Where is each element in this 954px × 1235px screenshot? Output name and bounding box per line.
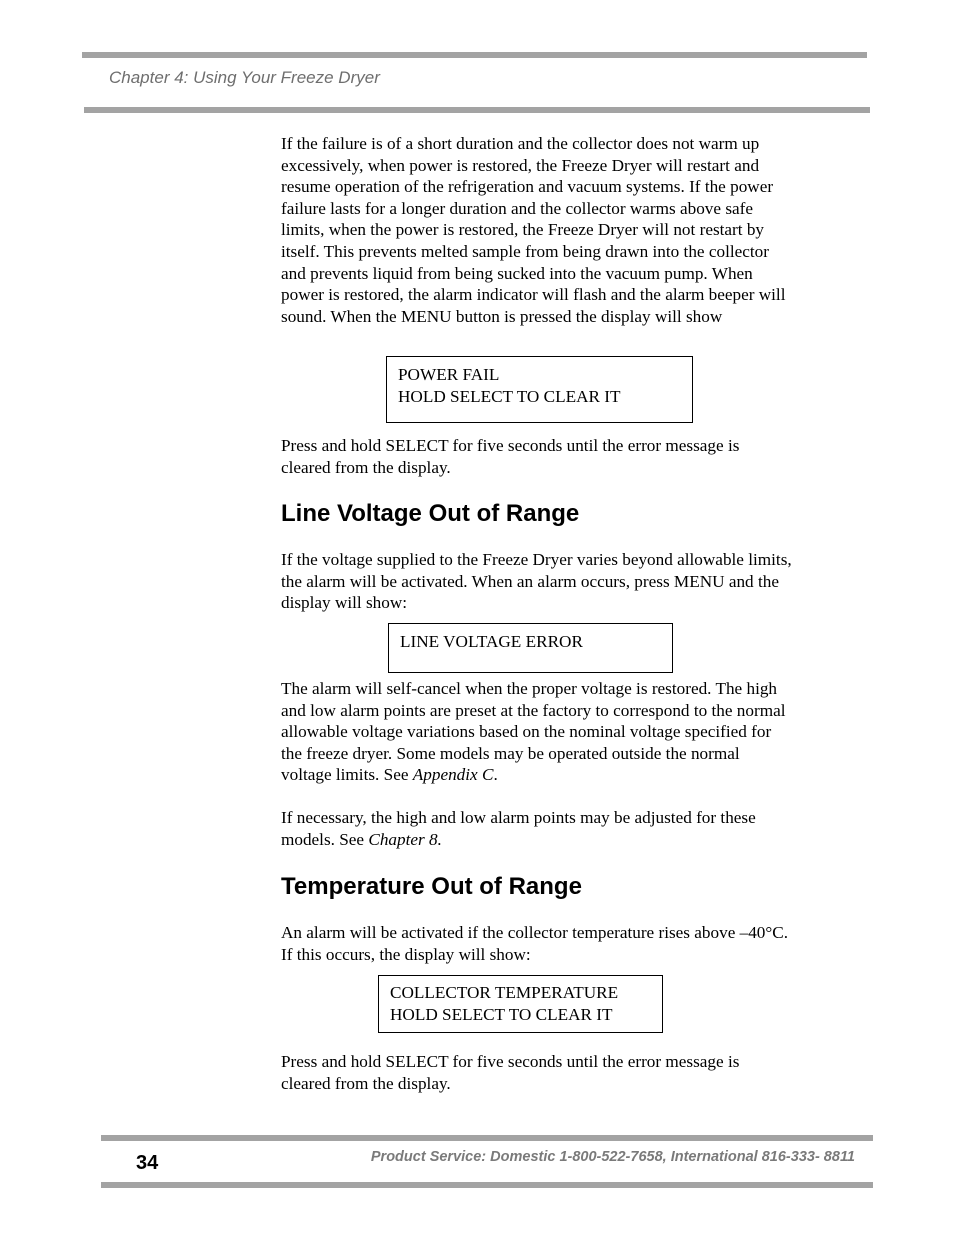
chapter-title: Chapter 4: Using Your Freeze Dryer [109, 68, 380, 87]
line-voltage-intro-paragraph: If the voltage supplied to the Freeze Dryer varies beyond allowable limits, the alarm will be activated. When an alarm occurs, press MENU and the display will show: [281, 550, 792, 613]
line-voltage-cancel-paragraph: The alarm will self-cancel when the proper voltage is restored. The high and low alarm points are preset at the factory to correspond to the normal allowable voltage variations based on the nominal voltage specified for the freeze dryer. Some models may be operated outside the normal voltage limits. See Appendix C. [281, 679, 786, 785]
display-line: HOLD SELECT TO CLEAR IT [390, 1004, 613, 1024]
display-line: POWER FAIL [398, 365, 500, 384]
temperature-heading: Temperature Out of Range [281, 873, 582, 900]
header-rule-top [82, 52, 867, 58]
power-fail-clear-paragraph: Press and hold SELECT for five seconds until the error message is cleared from the display. [281, 436, 740, 477]
temperature-clear-paragraph: Press and hold SELECT for five seconds until the error message is cleared from the display. [281, 1052, 740, 1093]
power-fail-paragraph: If the failure is of a short duration and the collector does not warm up excessively, when power is restored, the Freeze Dryer will restart and resume operation of the refrigeration and vacuum systems. If the power failure lasts for a longer duration and the collector warms above safe limits, when the power is restored, the Freeze Dryer will not restart by itself. This prevents melted sample from being drawn into the collector and prevents liquid from being sucked into the vacuum pump. When power is restored, the alarm indicator will flash and the alarm beeper will sound. When the MENU button is pressed the display will show [281, 134, 786, 326]
header-rule-bottom [84, 107, 870, 113]
display-line: LINE VOLTAGE ERROR [400, 632, 583, 651]
line-voltage-adjust-paragraph: If necessary, the high and low alarm points may be adjusted for these models. See Chapter 8. [281, 808, 756, 849]
page-number: 34 [136, 1152, 159, 1174]
display-line: COLLECTOR TEMPERATURE [390, 983, 619, 1002]
footer-rule-bottom [101, 1182, 873, 1188]
temperature-display-box [378, 975, 663, 1033]
power-fail-display-box [386, 356, 693, 423]
line-voltage-display-box [388, 623, 673, 673]
product-service-contact: Product Service: Domestic 1-800-522-7658, International 816-333- 8811 [370, 1149, 855, 1165]
chapter-reference: Chapter 8. [368, 829, 442, 849]
temperature-intro-paragraph: An alarm will be activated if the collector temperature rises above –40°C. If this occurs, the display will show: [281, 923, 789, 964]
footer-rule-top [101, 1135, 873, 1141]
line-voltage-heading: Line Voltage Out of Range [281, 500, 580, 527]
display-line: HOLD SELECT TO CLEAR IT [398, 386, 621, 406]
appendix-reference: Appendix C [412, 765, 494, 785]
